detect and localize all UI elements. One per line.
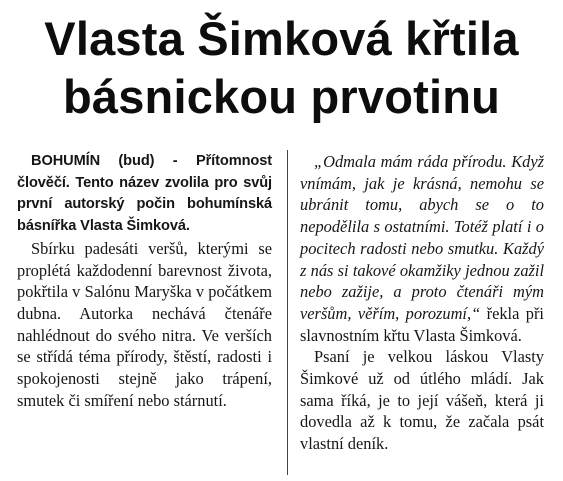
article-lead: BOHUMÍN (bud) - Přítomnost člověčí. Tento název zvolila pro svůj první autorský počin bohumínská básnířka Vlasta Šimková. bbox=[17, 153, 272, 235]
left-column bbox=[17, 151, 272, 411]
article-paragraph-1: Sbírku padesáti veršů, kterými se proplétá každodenní barevnost života, pokřtila v Salónu Maryška v počátkem dubna. Autorka nechává čtenáře nahlédnout do svého nitra. Ve verších se střídá téma přírody, štěstí, radosti i spokojenosti stejně jako trápení, smutek či smíření nebo stárnutí. bbox=[17, 238, 272, 410]
column-divider bbox=[287, 150, 288, 475]
headline-line-2: básnickou prvotinu bbox=[62, 70, 501, 123]
article-headline bbox=[0, 0, 563, 126]
right-column bbox=[300, 151, 544, 455]
headline-line-1: Vlasta Šimková křtila bbox=[44, 12, 519, 65]
article-paragraph-2 bbox=[300, 151, 544, 346]
article-quote: „Odmala mám ráda přírodu. Když vnímám, jak je krásná, nemohu se ubránit tomu, abych se o to nepodělila s ostatními. Totéž platí i o pocitech radosti nebo smutku. Každý z nás si takové okamžiky jednou zažil nebo zažije, a proto čtenáři mým veršům, věřím, porozumí,“ bbox=[300, 152, 544, 323]
article-paragraph-3: Psaní je velkou láskou Vlasty Šimkové už od útlého mládí. Jak sama říká, je to její vášeň, která ji dovedla až k tomu, že začala psát vlastní deník. bbox=[300, 347, 544, 454]
quote-attribution: řekla při slavnostním křtu Vlasta Šimková. bbox=[300, 303, 544, 345]
